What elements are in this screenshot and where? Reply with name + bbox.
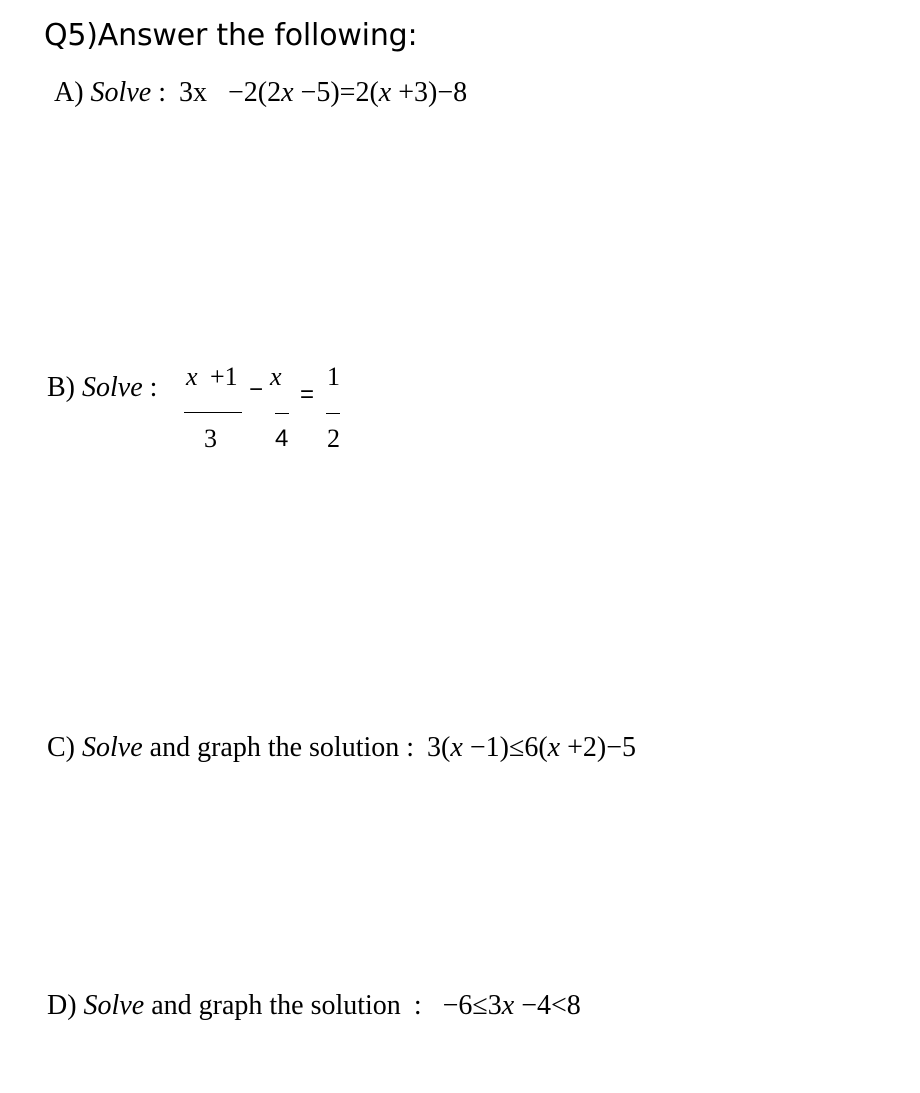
part-d-var: x xyxy=(501,990,515,1021)
part-a xyxy=(54,75,467,111)
frac1-bar xyxy=(184,412,242,413)
part-d-left: −6 xyxy=(442,990,473,1021)
part-a-var1: x xyxy=(281,77,294,108)
frac1-denominator: 3 xyxy=(204,424,217,453)
part-d-verb: Solve xyxy=(83,990,145,1021)
part-a-rhs-group-end: +3)−8 xyxy=(398,77,468,108)
part-d-relation2: < xyxy=(551,990,567,1021)
frac-minus-operator: − xyxy=(249,376,264,403)
part-a-rhs-group-start: 2( xyxy=(355,77,379,108)
part-c-var2: x xyxy=(547,732,561,763)
part-c-left-end: −1) xyxy=(469,732,509,763)
frac1-numerator-rest: +1 xyxy=(210,362,238,391)
part-a-lhs-group-start: 2(2 xyxy=(243,77,282,108)
frac3-bar xyxy=(326,413,340,414)
part-a-verb: Solve xyxy=(90,77,152,108)
frac1-numerator-variable: x xyxy=(186,362,198,391)
part-c-text: and graph the solution xyxy=(149,732,400,763)
frac-equals: = xyxy=(300,381,315,408)
part-a-lhs-group-end: −5) xyxy=(300,77,340,108)
part-b-verb: Solve xyxy=(82,372,143,403)
frac3-numerator: 1 xyxy=(327,362,340,391)
frac2-denominator: 4 xyxy=(275,425,289,452)
part-b-colon: : xyxy=(149,372,158,403)
part-c-colon: : xyxy=(406,732,415,763)
part-a-var2: x xyxy=(378,77,392,108)
part-c-relation: ≤ xyxy=(508,732,525,763)
part-c-var1: x xyxy=(450,732,463,763)
part-b-label: B) xyxy=(47,372,75,403)
part-d-right: 8 xyxy=(566,990,581,1021)
part-a-equals: = xyxy=(339,77,356,108)
frac2-numerator: x xyxy=(270,362,282,391)
part-a-colon: : xyxy=(158,77,166,108)
frac2-bar xyxy=(275,413,289,414)
part-d-label: D) xyxy=(47,990,77,1021)
part-c xyxy=(47,730,636,766)
part-d-middle-rest: −4 xyxy=(521,990,551,1021)
part-a-minus: − xyxy=(227,77,244,108)
part-d-middle-coef: 3 xyxy=(487,990,502,1021)
part-d-colon: : xyxy=(413,990,422,1021)
part-d-text: and graph the solution xyxy=(151,990,401,1021)
part-d xyxy=(47,988,581,1024)
part-a-label: A) xyxy=(54,77,84,108)
part-c-label: C) xyxy=(47,732,75,763)
part-c-right-end: +2)−5 xyxy=(567,732,636,763)
frac3-denominator: 2 xyxy=(327,424,340,453)
part-b-prefix xyxy=(47,370,157,406)
part-a-lhs-term: 3x xyxy=(178,77,207,108)
part-c-verb: Solve xyxy=(82,732,143,763)
part-d-relation1: ≤ xyxy=(472,990,488,1021)
question-title: Q5)Answer the following: xyxy=(44,18,418,53)
part-c-right-start: 6( xyxy=(524,732,548,763)
part-c-left-start: 3( xyxy=(427,732,451,763)
